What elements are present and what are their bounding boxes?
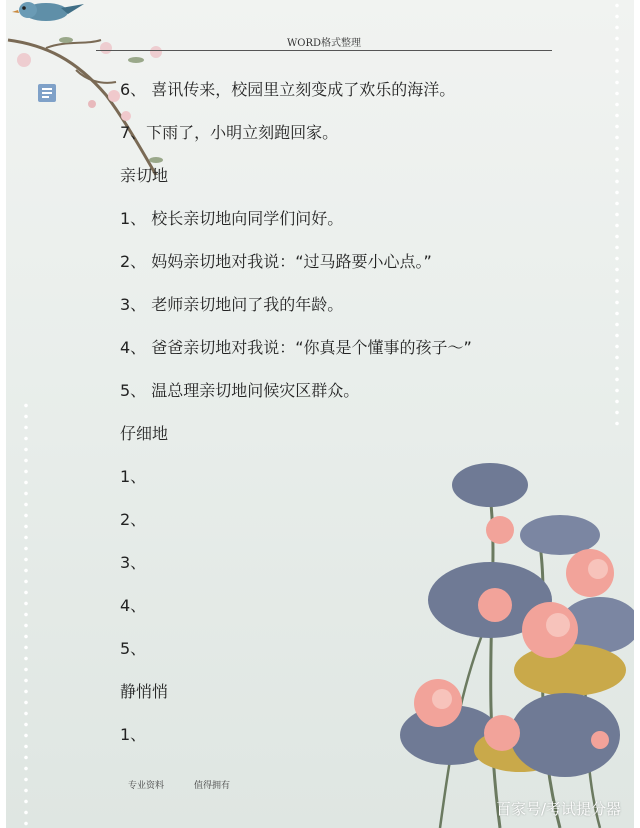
list-item: 3、 老师亲切地问了我的年龄。 [120, 295, 344, 314]
section-heading: 仔细地 [120, 424, 169, 443]
list-item: 1、 [120, 725, 147, 744]
section-heading: 亲切地 [120, 166, 169, 185]
list-item: 3、 [120, 553, 147, 572]
page-header: WORD格式整理 [96, 34, 552, 51]
watermark: 百家号/考试提分器 [496, 800, 622, 818]
dotted-border-right [611, 0, 623, 430]
list-item: 6、 喜讯传来，校园里立刻变成了欢乐的海洋。 [120, 80, 456, 99]
dotted-border-left [20, 400, 32, 828]
footer-right-text: 值得拥有 [194, 781, 231, 791]
document-page [6, 0, 634, 828]
list-item: 4、 爸爸亲切地对我说：“你真是个懂事的孩子～” [120, 338, 472, 357]
list-item: 5、 温总理亲切地问候灾区群众。 [120, 381, 360, 400]
list-item: 1、 [120, 467, 147, 486]
list-item: 2、 [120, 510, 147, 529]
lotus-icon [390, 455, 634, 828]
document-icon [36, 82, 58, 104]
list-item: 2、 妈妈亲切地对我说：“过马路要小心点。” [120, 252, 432, 271]
list-item: 7、下雨了，小明立刻跑回家。 [120, 123, 339, 142]
section-heading: 静悄悄 [120, 682, 169, 701]
list-item: 5、 [120, 639, 147, 658]
list-item: 1、 校长亲切地向同学们问好。 [120, 209, 344, 228]
list-item: 4、 [120, 596, 147, 615]
footer-left-text: 专业资料 [128, 781, 165, 791]
